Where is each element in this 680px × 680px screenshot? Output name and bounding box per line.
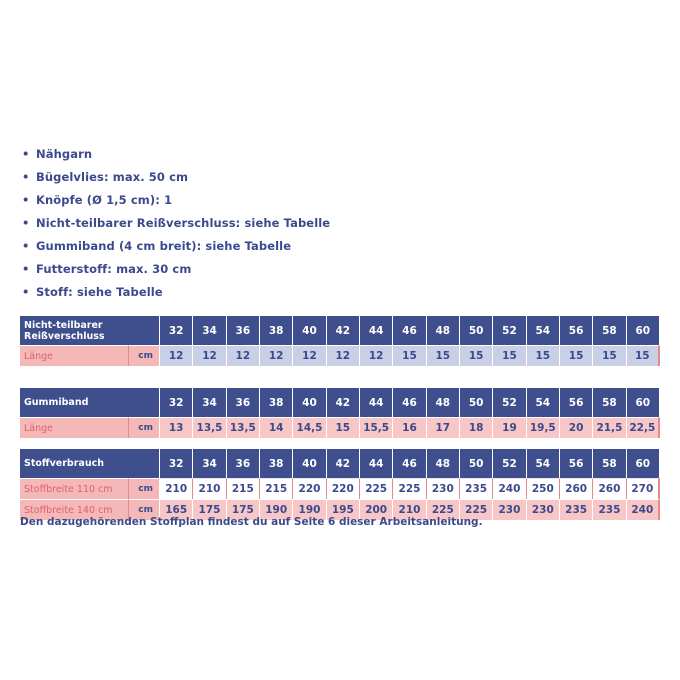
value-cell: 235 [460,478,493,499]
value-cell: 19,5 [527,417,560,438]
footer-note: Den dazugehörenden Stoffplan findest du auf Seite 6 dieser Arbeitsanleitung. [20,516,483,528]
size-header-cell: 38 [260,388,293,417]
size-header-cell: 46 [393,316,426,345]
table-title-line: Gummiband [24,397,89,408]
row-label: Stoffbreite 140 cm [20,499,128,520]
value-cell: 14 [260,417,293,438]
value-cell: 17 [427,417,460,438]
value-cell: 12 [193,345,226,366]
value-cell: 12 [327,345,360,366]
value-cell: 230 [527,499,560,520]
size-header-cell: 48 [427,388,460,417]
size-table [20,449,660,520]
value-cell: 215 [260,478,293,499]
value-cell: 22,5 [627,417,660,438]
size-header-cell: 38 [260,449,293,478]
value-cell: 240 [627,499,660,520]
value-cell: 210 [193,478,226,499]
materials-item: • Stoff: siehe Tabelle [22,282,330,305]
size-header-cell: 36 [227,449,260,478]
size-header-cell: 34 [193,449,226,478]
materials-item: • Nähgarn [22,144,330,167]
size-header-cell: 58 [593,316,626,345]
value-cell: 18 [460,417,493,438]
value-cell: 15 [593,345,626,366]
value-cell: 165 [160,499,193,520]
size-header-cell: 48 [427,316,460,345]
table-row [20,478,660,499]
materials-item: • Knöpfe (Ø 1,5 cm): 1 [22,190,330,213]
value-cell: 195 [327,499,360,520]
size-header-cell: 56 [560,449,593,478]
bullet-icon: • [22,216,30,230]
size-header-cell: 60 [627,449,660,478]
row-unit: cm [128,417,160,438]
table-title-line: Stoffverbrauch [24,458,104,469]
value-cell: 12 [293,345,326,366]
size-header-cell: 34 [193,388,226,417]
size-header-cell: 42 [327,449,360,478]
bullet-icon: • [22,193,30,207]
size-header-cell: 60 [627,316,660,345]
value-cell: 12 [260,345,293,366]
size-header-cell: 56 [560,316,593,345]
bullet-icon: • [22,147,30,161]
value-cell: 15 [527,345,560,366]
value-cell: 230 [493,499,526,520]
value-cell: 260 [560,478,593,499]
size-header-cell: 32 [160,388,193,417]
size-header-cell: 52 [493,449,526,478]
size-header-cell: 54 [527,388,560,417]
size-header-cell: 42 [327,316,360,345]
size-header-cell: 52 [493,316,526,345]
row-unit: cm [128,478,160,499]
value-cell: 12 [360,345,393,366]
size-header-cell: 36 [227,388,260,417]
size-header-cell: 38 [260,316,293,345]
size-header-cell: 44 [360,388,393,417]
value-cell: 12 [160,345,193,366]
value-cell: 14,5 [293,417,326,438]
materials-item: • Bügelvlies: max. 50 cm [22,167,330,190]
size-header-cell: 50 [460,449,493,478]
value-cell: 13,5 [193,417,226,438]
row-label: Stoffbreite 110 cm [20,478,128,499]
size-header-cell: 50 [460,388,493,417]
value-cell: 19 [493,417,526,438]
size-header-cell: 58 [593,388,626,417]
value-cell: 175 [227,499,260,520]
size-header-cell: 56 [560,388,593,417]
table-row [20,417,660,438]
row-label: Länge [20,417,128,438]
size-header-cell: 40 [293,388,326,417]
value-cell: 225 [427,499,460,520]
value-cell: 210 [160,478,193,499]
size-header-cell: 50 [460,316,493,345]
size-header-cell: 44 [360,316,393,345]
value-cell: 270 [627,478,660,499]
row-unit: cm [128,499,160,520]
value-cell: 15 [327,417,360,438]
value-cell: 190 [293,499,326,520]
size-header-cell: 60 [627,388,660,417]
size-header-cell: 46 [393,388,426,417]
value-cell: 12 [227,345,260,366]
value-cell: 15 [627,345,660,366]
size-header-cell: 46 [393,449,426,478]
value-cell: 220 [327,478,360,499]
size-header-cell: 34 [193,316,226,345]
value-cell: 220 [293,478,326,499]
table-title [20,316,160,345]
bullet-icon: • [22,285,30,299]
table-title [20,388,160,417]
size-header-cell: 54 [527,449,560,478]
size-header-cell: 42 [327,388,360,417]
value-cell: 15 [393,345,426,366]
value-cell: 215 [227,478,260,499]
size-header-cell: 40 [293,316,326,345]
value-cell: 13 [160,417,193,438]
value-cell: 15 [460,345,493,366]
value-cell: 225 [393,478,426,499]
bullet-icon: • [22,262,30,276]
size-header-cell: 32 [160,449,193,478]
bullet-icon: • [22,239,30,253]
size-header-cell: 32 [160,316,193,345]
value-cell: 230 [427,478,460,499]
table-header-row [20,316,660,345]
size-header-cell: 40 [293,449,326,478]
row-unit: cm [128,345,160,366]
table-row [20,345,660,366]
table-title-line: Nicht-teilbarer [24,319,103,331]
value-cell: 15 [560,345,593,366]
value-cell: 200 [360,499,393,520]
materials-item: • Gummiband (4 cm breit): siehe Tabelle [22,236,330,259]
size-header-cell: 48 [427,449,460,478]
size-header-cell: 36 [227,316,260,345]
size-table [20,388,660,438]
table-header-row [20,388,660,417]
materials-list [22,144,330,305]
value-cell: 250 [527,478,560,499]
bullet-icon: • [22,170,30,184]
value-cell: 210 [393,499,426,520]
value-cell: 225 [360,478,393,499]
value-cell: 225 [460,499,493,520]
size-header-cell: 58 [593,449,626,478]
value-cell: 175 [193,499,226,520]
value-cell: 20 [560,417,593,438]
table-title-line: Reißverschluss [24,330,105,342]
materials-item: • Nicht-teilbarer Reißverschluss: siehe Tabelle [22,213,330,236]
value-cell: 15 [427,345,460,366]
value-cell: 15,5 [360,417,393,438]
size-header-cell: 54 [527,316,560,345]
value-cell: 235 [593,499,626,520]
size-header-cell: 52 [493,388,526,417]
value-cell: 13,5 [227,417,260,438]
table-header-row [20,449,660,478]
table-title [20,449,160,478]
row-label: Länge [20,345,128,366]
value-cell: 240 [493,478,526,499]
value-cell: 235 [560,499,593,520]
value-cell: 15 [493,345,526,366]
size-table [20,316,660,366]
materials-item: • Futterstoff: max. 30 cm [22,259,330,282]
value-cell: 260 [593,478,626,499]
size-header-cell: 44 [360,449,393,478]
value-cell: 190 [260,499,293,520]
value-cell: 21,5 [593,417,626,438]
value-cell: 16 [393,417,426,438]
